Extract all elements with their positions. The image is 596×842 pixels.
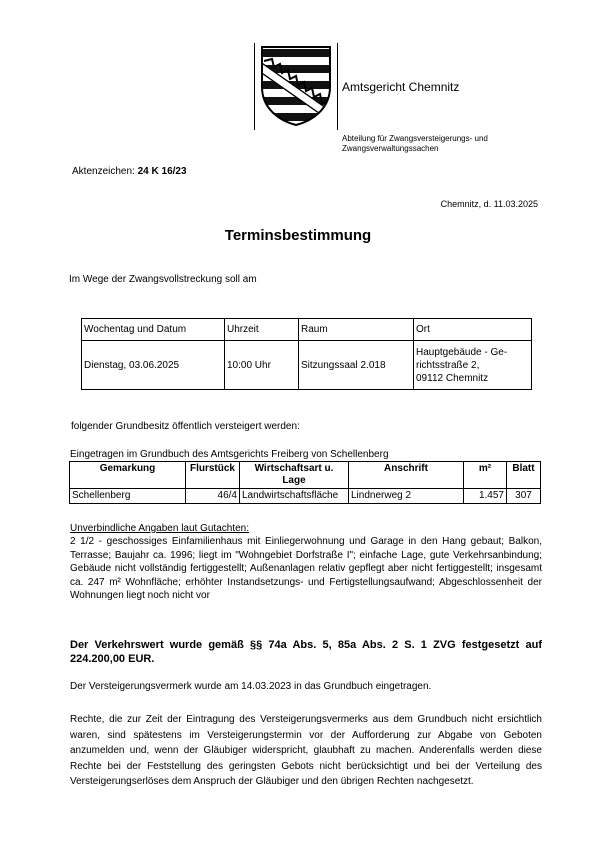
date-line: Chemnitz, d. 11.03.2025	[440, 199, 538, 209]
table-header-row	[82, 319, 532, 341]
reference-line	[72, 166, 187, 178]
place-line: richtsstraße 2,	[416, 359, 480, 371]
coat-of-arms-icon	[260, 45, 332, 127]
table-header-cell: Raum	[299, 319, 414, 341]
appointment-table	[81, 318, 532, 390]
verkehrswert-text: Der Verkehrswert wurde gemäß §§ 74a Abs. 5, 85a Abs. 2 S. 1 ZVG festgesetzt auf 224.200,00 EUR.	[70, 639, 542, 665]
table-header-cell: Gemarkung	[70, 462, 186, 489]
gutachten-title: Unverbindliche Angaben laut Gutachten:	[70, 523, 250, 534]
property-table	[69, 461, 541, 504]
table-cell: Schellenberg	[70, 489, 186, 504]
rechte-text: Rechte, die zur Zeit der Eintragung des Versteigerungsvermerks aus dem Grundbuch nicht ersichtlich waren, sind spätestens im Versteigerungstermin vor der Aufforderung zur Abgabe von Geboten anzumelden und, wenn der Gläubiger widerspricht, glaubhaft zu machen. Anderenfalls werden diese Rechte bei der Feststellung des geringsten Gebots nicht berücksichtigt und bei der Verteilung des Versteigerungserlöses dem Anspruch der Gläubiger und den übrigen Rechten nachgesetzt.	[70, 714, 542, 787]
table-header-row	[70, 462, 541, 489]
header-divider-right	[337, 43, 338, 130]
table-header-cell: Ort	[414, 319, 532, 341]
gutachten-text: 2 1/2 - geschossiges Einfamilienhaus mit Einliegerwohnung und Garage in den Hang gebaut; Balkon, Terrasse; Baujahr ca. 1996; liegt im "Wohngebiet Dorfstraße I"; einfache Lage, gute Verkehrsanbindung; Gebäude nicht vollständig fertiggestellt; Außenanlagen relativ gepflegt aber nicht fertiggestellt; insgesamt ca. 247 m² Wohnfläche; erhöhter Instandsetzungs- und Fertigstellungsaufwand; Abgeschlossenheit der Wohnungen liegt noch nicht vor	[70, 536, 542, 601]
reference-label: Aktenzeichen:	[72, 166, 135, 177]
table-header-cell: Blatt	[507, 462, 541, 489]
following-text: folgender Grundbesitz öffentlich versteigert werden:	[71, 421, 300, 432]
reference-number: 24 K 16/23	[137, 166, 187, 177]
table-header-cell: Flurstück	[186, 462, 240, 489]
table-cell: Lindnerweg 2	[349, 489, 464, 504]
table-cell: 307	[507, 489, 541, 504]
header-divider-left	[254, 43, 255, 130]
table-header-cell: Anschrift	[349, 462, 464, 489]
table-header-cell: Uhrzeit	[225, 319, 299, 341]
appointment-place	[414, 341, 532, 390]
table-header-cell: m²	[464, 462, 507, 489]
appointment-date: Dienstag, 03.06.2025	[82, 341, 225, 390]
table-row	[82, 341, 532, 390]
intro-text: Im Wege der Zwangsvollstreckung soll am	[69, 274, 257, 285]
place-line: Hauptgebäude - Ge-	[416, 346, 508, 358]
table-cell: 1.457	[464, 489, 507, 504]
appointment-room: Sitzungssaal 2.018	[299, 341, 414, 390]
table-header-cell: Wirtschaftsart u. Lage	[240, 462, 349, 489]
vermerk-text: Der Versteigerungsvermerk wurde am 14.03.2023 in das Grundbuch eingetragen.	[70, 681, 432, 692]
department-name: Abteilung für Zwangsversteigerungs- und Zwangsverwaltungssachen	[342, 134, 488, 153]
grundbuch-line: Eingetragen im Grundbuch des Amtsgerichts Freiberg von Schellenberg	[70, 449, 389, 460]
court-name: Amtsgericht Chemnitz	[342, 80, 460, 94]
table-cell: Landwirtschaftsfläche	[240, 489, 349, 504]
table-header-cell: Wochentag und Datum	[82, 319, 225, 341]
page-title: Terminsbestimmung	[224, 227, 372, 244]
table-cell: 46/4	[186, 489, 240, 504]
table-row	[70, 489, 541, 504]
appointment-time: 10:00 Uhr	[225, 341, 299, 390]
place-line: 09112 Chemnitz	[416, 372, 489, 384]
